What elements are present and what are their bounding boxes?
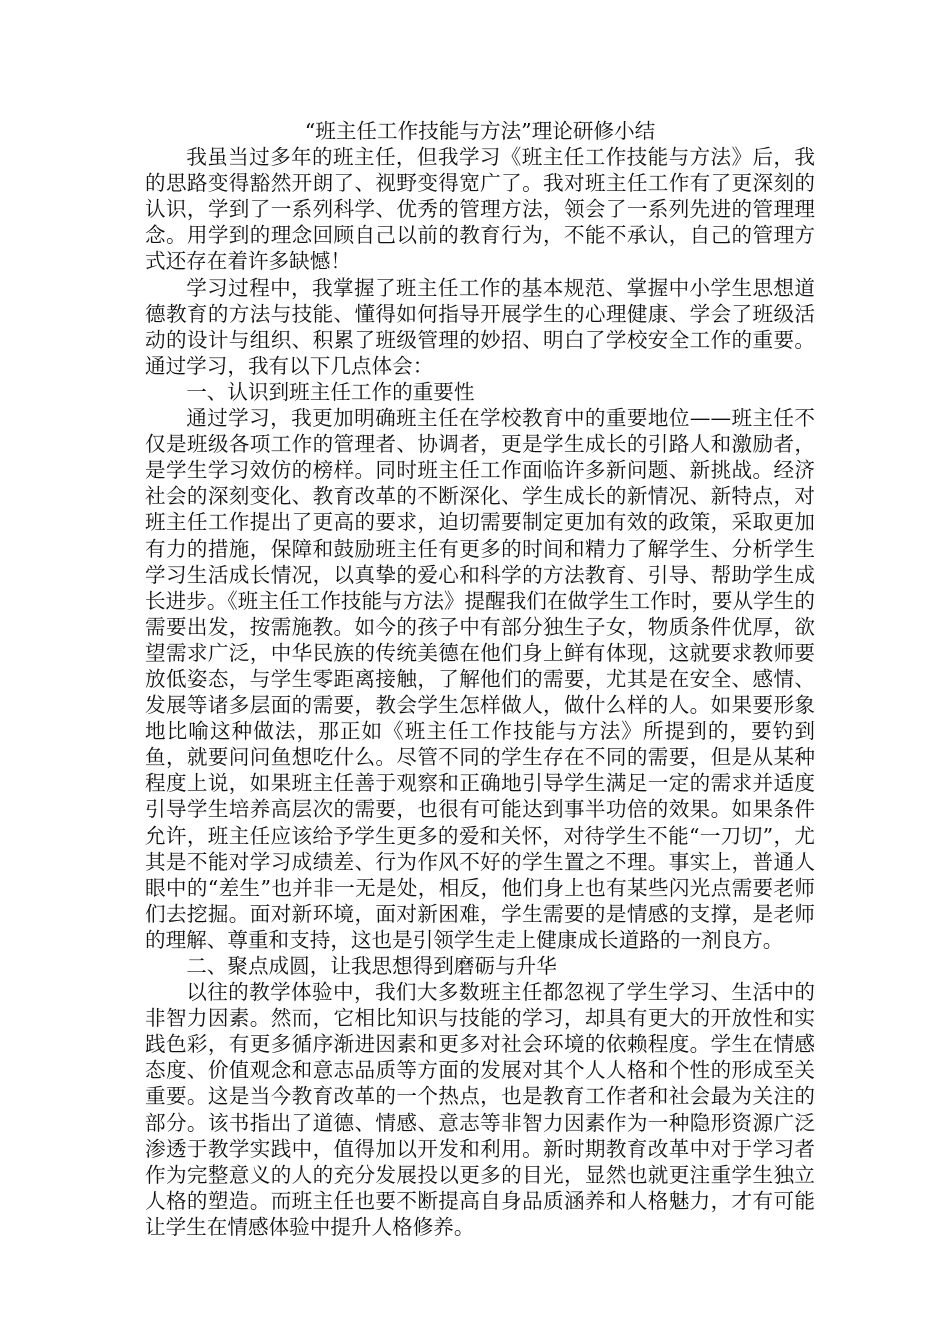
paragraph-intro: 我虽当过多年的班主任，但我学习《班主任工作技能与方法》后，我的思路变得豁然开朗了、视野变得宽广了。我对班主任工作有了更深刻的认识，学到了一系列科学、优秀的管理方法，领会了一系列先进的管理理念。用学到的理念回顾自己以前的教育行为，不能不承认，自己的管理方式还存在着许多缺憾！ xyxy=(145,145,815,274)
paragraph-section-1: 通过学习，我更加明确班主任在学校教育中的重要地位——班主任不仅是班级各项工作的管理者、协调者，更是学生成长的引路人和激励者，是学生学习效仿的榜样。同时班主任工作面临许多新问题、新挑战。经济社会的深刻变化、教育改革的不断深化、学生成长的新情况、新特点，对班主任工作提出了更高的要求，迫切需要制定更加有效的政策，采取更加有力的措施，保障和鼓励班主任有更多的时间和精力了解学生、分析学生学习生活成长情况，以真挚的爱心和科学的方法教育、引导、帮助学生成长进步。《班主任工作技能与方法》提醒我们在做学生工作时，要从学生的需要出发，按需施教。如今的孩子中有部分独生子女，物质条件优厚，欲望需求广泛，中华民族的传统美德在他们身上鲜有体现，这就要求教师要放低姿态，与学生零距离接触，了解他们的需要，尤其是在安全、感情、发展等诸多层面的需要，教会学生怎样做人，做什么样的人。如果要形象地比喻这种做法，那正如《班主任工作技能与方法》所提到的，要钓到鱼，就要问问鱼想吃什么。尽管不同的学生存在不同的需要，但是从某种程度上说，如果班主任善于观察和正确地引导学生满足一定的需求并适度引导学生培养高层次的需要，也很有可能达到事半功倍的效果。如果条件允许，班主任应该给予学生更多的爱和关怀，对待学生不能“一刀切”，尤其是不能对学习成绩差、行为作风不好的学生置之不理。事实上，普通人眼中的“差生”也并非一无是处，相反，他们身上也有某些闪光点需要老师们去挖掘。面对新环境，面对新困难，学生需要的是情感的支撑，是老师的理解、尊重和支持，这也是引领学生走上健康成长道路的一剂良方。 xyxy=(145,406,815,952)
document-page xyxy=(145,118,815,1240)
section-heading-1: 一、认识到班主任工作的重要性 xyxy=(186,379,475,404)
document-title: “班主任工作技能与方法”理论研修小结 xyxy=(304,119,656,143)
section-heading-2: 二、聚点成圆，让我思想得到磨砺与升华 xyxy=(186,954,557,978)
paragraph-learning-process: 学习过程中，我掌握了班主任工作的基本规范、掌握中小学生思想道德教育的方法与技能、懂得如何指导开展学生的心理健康、学会了班级活动的设计与组织、积累了班级管理的妙招、明白了学校安全工作的重要。通过学习，我有以下几点体会： xyxy=(145,275,815,378)
paragraph-section-2: 以往的教学体验中，我们大多数班主任都忽视了学生学习、生活中的非智力因素。然而，它相比知识与技能的学习，却具有更大的开放性和实践色彩，有更多循序渐进因素和更多对社会环境的依赖程度。学生在情感态度、价值观念和意志品质等方面的发展对其个人人格和个性的形成至关重要。这是当今教育改革的一个热点，也是教育工作者和社会最为关注的部分。该书指出了道德、情感、意志等非智力因素作为一种隐形资源广泛渗透于教学实践中，值得加以开发和利用。新时期教育改革中对于学习者作为完整意义的人的充分发展投以更多的目光，显然也就更注重学生独立人格的塑造。而班主任也要不断提高自身品质涵养和人格魅力，才有可能让学生在情感体验中提升人格修养。 xyxy=(145,980,815,1239)
